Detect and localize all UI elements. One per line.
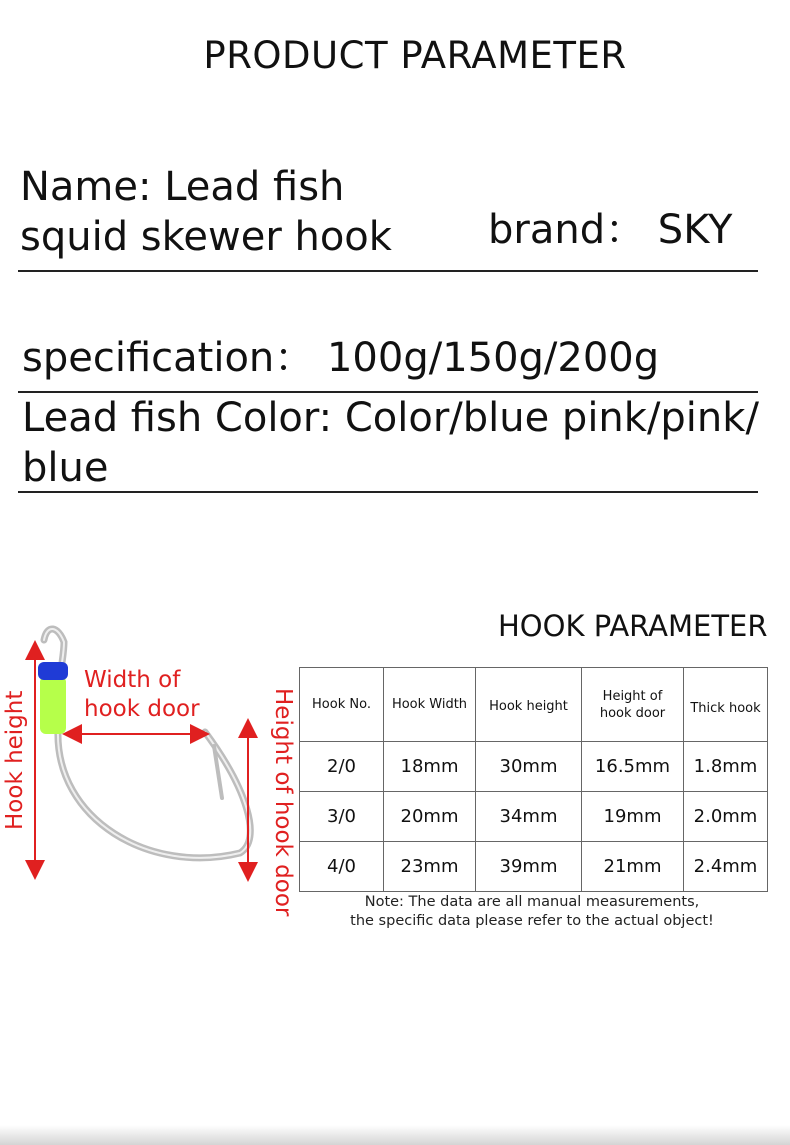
- column-header: Hook height: [476, 668, 582, 742]
- table-row: [300, 792, 768, 842]
- width-of-hook-door-label: [84, 666, 200, 724]
- table-cell: 4/0: [300, 842, 384, 892]
- table-row: [300, 742, 768, 792]
- product-name: [20, 162, 440, 262]
- hook-parameter-title: HOOK PARAMETER: [498, 609, 768, 643]
- measurement-note: [300, 893, 764, 931]
- hook-wrap-icon: [38, 662, 68, 680]
- table-cell: 21mm: [582, 842, 684, 892]
- product-color-line1: Lead fish Color: Color/blue pink/pink/: [22, 395, 759, 441]
- table-cell: 19mm: [582, 792, 684, 842]
- product-name-line2: squid skewer hook: [20, 214, 392, 260]
- product-specification: specification： 100g/150g/200g: [22, 335, 660, 381]
- column-header: Hook No.: [300, 668, 384, 742]
- divider: [18, 270, 758, 272]
- divider: [18, 491, 758, 493]
- table-cell: 23mm: [384, 842, 476, 892]
- table-cell: 39mm: [476, 842, 582, 892]
- table-header-row: [300, 668, 768, 742]
- note-line1: Note: The data are all manual measurements,: [364, 894, 700, 910]
- table-cell: 20mm: [384, 792, 476, 842]
- table-cell: 18mm: [384, 742, 476, 792]
- height-of-hook-door-label: Height of hook door: [270, 688, 296, 917]
- table-cell: 34mm: [476, 792, 582, 842]
- note-line2: the specific data please refer to the actual object!: [350, 913, 714, 929]
- table-cell: 30mm: [476, 742, 582, 792]
- column-header: Height of hook door: [582, 668, 684, 742]
- table-cell: 2/0: [300, 742, 384, 792]
- table-cell: 2.4mm: [684, 842, 768, 892]
- column-header: Hook Width: [384, 668, 476, 742]
- hook-shank-icon: [44, 629, 250, 858]
- hook-tube-icon: [40, 676, 66, 734]
- hook-illustration: [0, 620, 300, 920]
- width-label-line2: hook door: [84, 696, 200, 722]
- hook-height-label: Hook height: [2, 690, 28, 830]
- column-header: Thick hook: [684, 668, 768, 742]
- width-label-line1: Width of: [84, 667, 181, 693]
- hook-parameter-table: [299, 667, 768, 892]
- product-name-line1: Name: Lead fish: [20, 164, 345, 210]
- bottom-shadow: [0, 1125, 790, 1145]
- product-color-line2: blue: [22, 445, 109, 491]
- page-title: PRODUCT PARAMETER: [203, 34, 627, 77]
- table-cell: 1.8mm: [684, 742, 768, 792]
- table-cell: 3/0: [300, 792, 384, 842]
- product-color: [22, 393, 782, 493]
- table-cell: 16.5mm: [582, 742, 684, 792]
- table-row: [300, 842, 768, 892]
- table-cell: 2.0mm: [684, 792, 768, 842]
- product-brand: brand： SKY: [488, 207, 733, 253]
